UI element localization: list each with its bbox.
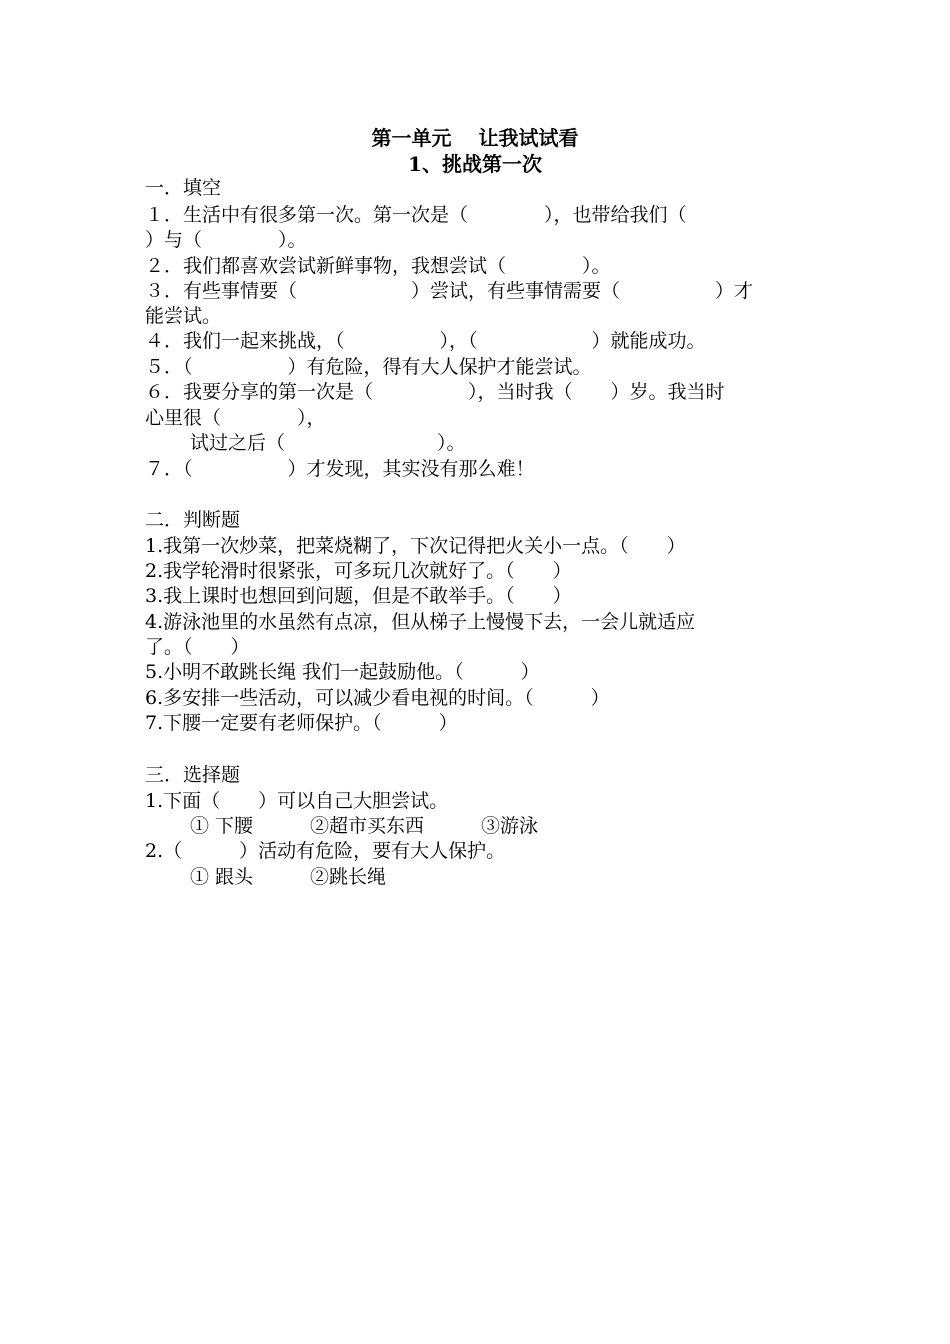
fill-blank-line: １．生活中有很多第一次。第一次是（ ），也带给我们（	[145, 204, 687, 226]
choice-options: ① 跟头 ②跳长绳	[190, 866, 387, 888]
fill-blank-line: ５．（ ）有危险，得有大人保护才能尝试。	[145, 356, 592, 378]
fill-blank-line: ３．有些事情要（ ）尝试，有些事情需要（ ）才	[145, 280, 754, 302]
fill-blank-line: ２．我们都喜欢尝试新鲜事物，我想尝试（ ）。	[145, 255, 611, 277]
true-false-line: 3.我上课时也想回到问题，但是不敢举手。（ ）	[145, 585, 572, 607]
section-heading-multiple-choice: 三．选择题	[145, 764, 241, 786]
fill-blank-line: ７．（ ）才发现，其实没有那么难！	[145, 458, 535, 480]
true-false-line: 5.小明不敢跳长绳 我们一起鼓励他。（ ）	[145, 661, 540, 683]
choice-options: ① 下腰 ②超市买东西 ③游泳	[190, 815, 539, 837]
true-false-line: 6.多安排一些活动，可以减少看电视的时间。（ ）	[145, 687, 610, 709]
lesson-title: 1、挑战第一次	[408, 152, 542, 176]
fill-blank-line: 心里很（ ），	[145, 407, 326, 429]
fill-blank-line: 能尝试。	[145, 305, 222, 327]
true-false-line: 1.我第一次炒菜，把菜烧糊了，下次记得把火关小一点。（ ）	[145, 535, 686, 557]
choice-question: 2.（ ）活动有危险，要有大人保护。	[145, 840, 506, 862]
fill-blank-line: ）与（ ）。	[145, 229, 307, 251]
true-false-line: 了。（ ）	[145, 636, 250, 658]
choice-question: 1.下面（ ）可以自己大胆尝试。	[145, 790, 449, 812]
true-false-line: 2.我学轮滑时很紧张，可多玩几次就好了。（ ）	[145, 560, 572, 582]
section-heading-fill-blank: 一．填空	[145, 177, 222, 199]
fill-blank-line: ４．我们一起来挑战，（ ），（ ）就能成功。	[145, 330, 706, 352]
unit-title: 第一单元 让我试试看	[371, 126, 579, 150]
section-heading-true-false: 二．判断题	[145, 509, 241, 531]
fill-blank-line: ６．我要分享的第一次是（ ），当时我（ ）岁。我当时	[145, 381, 725, 403]
true-false-line: 4.游泳池里的水虽然有点凉，但从梯子上慢慢下去，一会儿就适应	[145, 611, 696, 633]
fill-blank-line: 试过之后（ ）。	[190, 432, 466, 454]
true-false-line: 7.下腰一定要有老师保护。（ ）	[145, 712, 458, 734]
